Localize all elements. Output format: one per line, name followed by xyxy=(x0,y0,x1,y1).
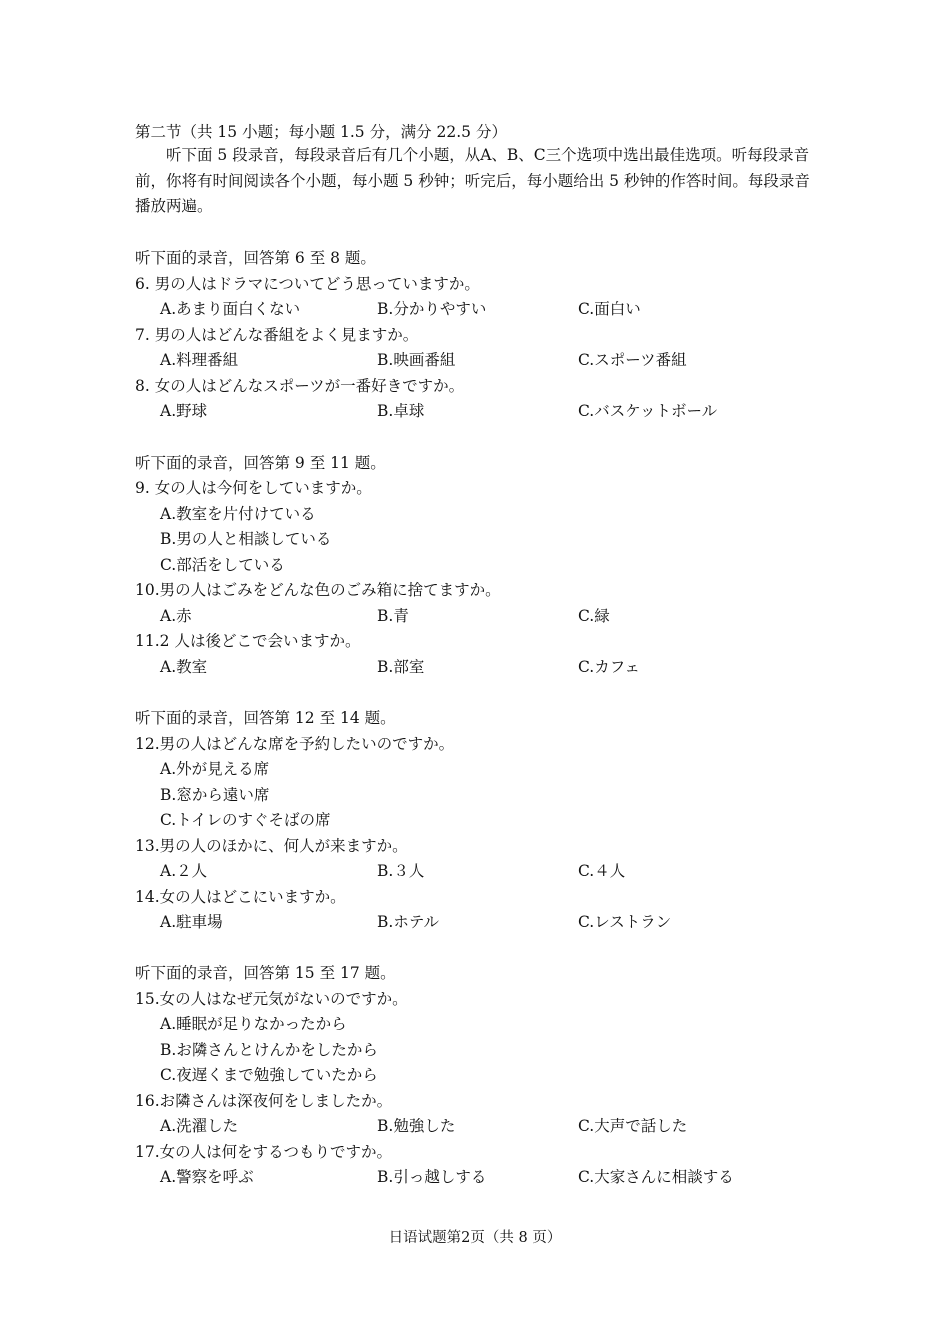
option-b: B.引っ越しする xyxy=(377,1168,487,1186)
option-c: C.夜遅くまで勉強していたから xyxy=(160,1066,378,1084)
option-b: B.卓球 xyxy=(377,402,425,420)
section-heading: 第二节（共 15 小题；每小题 1.5 分，满分 22.5 分） xyxy=(135,123,507,141)
option-b: B.分かりやすい xyxy=(377,300,487,318)
option-a: A.教室 xyxy=(160,658,208,676)
question: 8. 女の人はどんなスポーツが一番好きですか。 xyxy=(135,377,465,395)
option-a: A.赤 xyxy=(160,607,192,625)
option-a: A.野球 xyxy=(160,402,208,420)
option-b: B.青 xyxy=(377,607,409,625)
option-a: A.警察を呼ぶ xyxy=(160,1168,254,1186)
question: 6. 男の人はドラマについてどう思っていますか。 xyxy=(135,275,480,293)
question: 11.2 人は後どこで会いますか。 xyxy=(135,632,361,650)
page-footer: 日语试题第2页（共 8 页） xyxy=(388,1230,562,1246)
option-c: C.トイレのすぐそばの席 xyxy=(160,811,331,829)
option-c: C.面白い xyxy=(578,300,641,318)
option-a: A.睡眠が足りなかったから xyxy=(160,1015,347,1033)
option-a: A.教室を片付けている xyxy=(160,505,316,523)
question: 10.男の人はごみをどんな色のごみ箱に捨てますか。 xyxy=(135,581,501,599)
option-c: C.大家さんに相談する xyxy=(578,1168,734,1186)
option-b: B.男の人と相談している xyxy=(160,530,332,548)
option-a: A.洗濯した xyxy=(160,1117,239,1135)
option-c: C.バスケットボール xyxy=(578,402,718,420)
group-intro: 听下面的录音，回答第 9 至 11 题。 xyxy=(135,454,386,472)
option-a: A.２人 xyxy=(160,862,208,880)
option-b: B.部室 xyxy=(377,658,425,676)
question: 14.女の人はどこにいますか。 xyxy=(135,888,346,906)
question: 13.男の人のほかに、何人が来ますか。 xyxy=(135,837,408,855)
question: 17.女の人は何をするつもりですか。 xyxy=(135,1143,392,1161)
option-b: B.ホテル xyxy=(377,913,440,931)
option-c: C.カフェ xyxy=(578,658,640,676)
option-b: B.窓から遠い席 xyxy=(160,786,270,804)
group-intro: 听下面的录音，回答第 12 至 14 题。 xyxy=(135,709,396,727)
option-a: A.駐車場 xyxy=(160,913,223,931)
option-b: B.映画番組 xyxy=(377,351,456,369)
question: 12.男の人はどんな席を予約したいのですか。 xyxy=(135,735,455,753)
option-a: A.外が見える席 xyxy=(160,760,270,778)
group-intro: 听下面的录音，回答第 15 至 17 题。 xyxy=(135,964,396,982)
option-b: B.勉強した xyxy=(377,1117,456,1135)
section-instructions: 听下面 5 段录音，每段录音后有几个小题，从A、B、C三个选项中选出最佳选项。听每段录音前，你将有时间阅读各个小题，每小题 5 秒钟；听完后，每小题给出 5 秒钟的作答时间。每段录音播放两遍。 xyxy=(135,146,810,215)
group-intro: 听下面的录音，回答第 6 至 8 题。 xyxy=(135,249,376,267)
question: 7. 男の人はどんな番組をよく見ますか。 xyxy=(135,326,419,344)
option-c: C.スポーツ番組 xyxy=(578,351,687,369)
option-b: B.お隣さんとけんかをしたから xyxy=(160,1041,378,1059)
option-a: A.料理番組 xyxy=(160,351,239,369)
question: 15.女の人はなぜ元気がないのですか。 xyxy=(135,990,408,1008)
question: 9. 女の人は今何をしていますか。 xyxy=(135,479,372,497)
option-c: C.大声で話した xyxy=(578,1117,688,1135)
option-b: B.３人 xyxy=(377,862,425,880)
option-c: C.緑 xyxy=(578,607,610,625)
option-c: C.４人 xyxy=(578,862,626,880)
option-c: C.レストラン xyxy=(578,913,672,931)
option-c: C.部活をしている xyxy=(160,556,285,574)
option-a: A.あまり面白くない xyxy=(160,300,301,318)
question: 16.お隣さんは深夜何をしましたか。 xyxy=(135,1092,393,1110)
